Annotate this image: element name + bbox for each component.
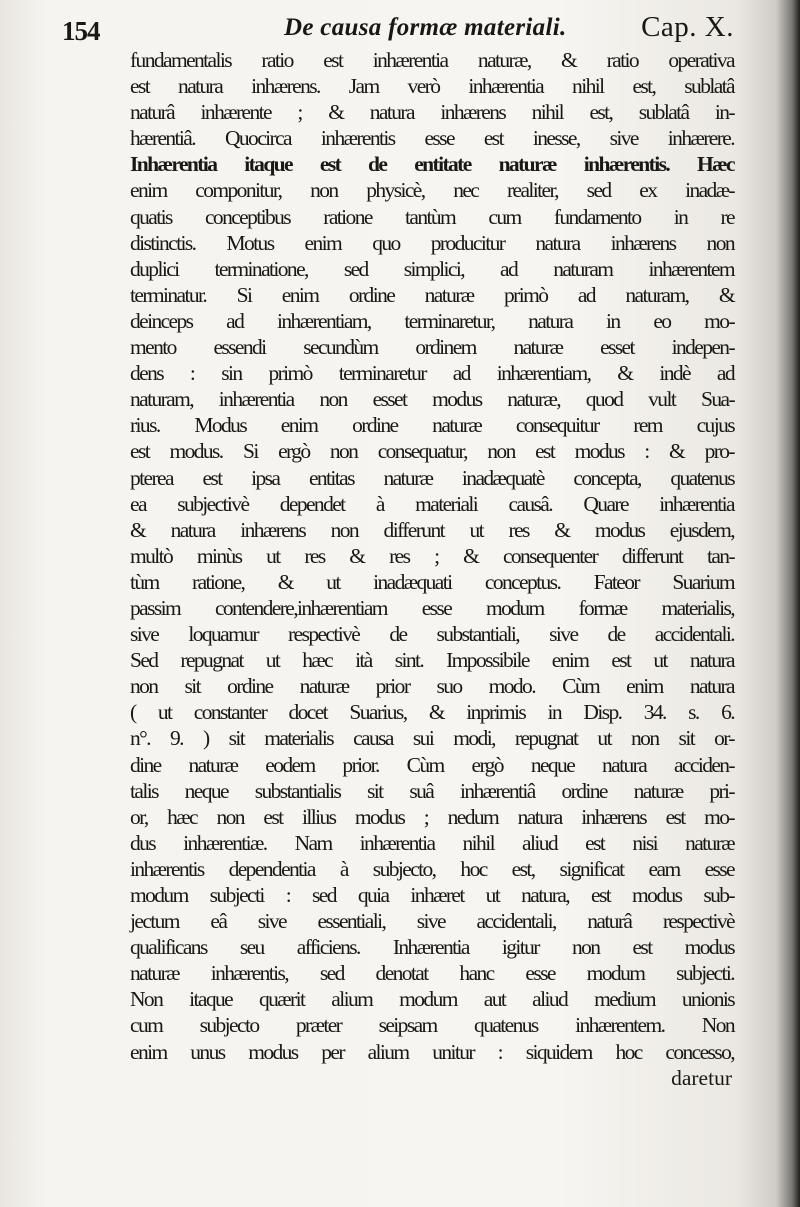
text-line: & natura inhærens non differunt ut res & modus ejusdem, xyxy=(130,517,734,542)
text-line: pterea est ipsa entitas naturæ inadæquatè concepta, quatenus xyxy=(130,465,734,490)
text-line: rius. Modus enim ordine naturæ consequitur rem cujus xyxy=(130,413,734,438)
text-line: deinceps ad inhærentiam, terminaretur, natura in eo mo- xyxy=(130,308,734,333)
text-line: tùm ratione, & ut inadæquati conceptus. Fateor Suarium xyxy=(130,569,734,594)
text-line: jectum eâ sive essentiali, sive accidentali, naturâ respectivè xyxy=(130,909,734,934)
text-line: dine naturæ eodem prior. Cùm ergò neque natura acciden- xyxy=(130,752,734,777)
running-title: De causa formæ materiali. xyxy=(284,14,567,41)
body-text xyxy=(130,47,734,1091)
text-line: non sit ordine naturæ prior suo modo. Cùm enim natura xyxy=(130,674,734,699)
text-line: est natura inhærens. Jam verò inhærentia nihil est, sublatâ xyxy=(130,74,734,99)
page-header xyxy=(62,6,734,46)
text-line: mento essendi secundùm ordinem naturæ esset indepen- xyxy=(130,335,734,360)
text-line: dus inhærentiæ. Nam inhærentia nihil aliud est nisi naturæ xyxy=(130,830,734,855)
text-line: n°. 9. ) sit materialis causa sui modi, repugnat ut non sit or- xyxy=(130,726,734,751)
text-line: ea subjectivè dependet à materiali causâ. Quare inhærentia xyxy=(130,491,734,516)
text-line: enim unus modus per alium unitur : siquidem hoc concesso, xyxy=(130,1039,734,1064)
text-line: distinctis. Motus enim quo producitur natura inhærens non xyxy=(130,230,734,255)
text-line: quatis conceptibus ratione tantùm cum fundamento in re xyxy=(130,204,734,229)
text-line: hærentiâ. Quocirca inhærentis esse est inesse, sive inhærere. xyxy=(130,126,734,151)
text-line: talis neque substantialis sit suâ inhærentiâ ordine naturæ pri- xyxy=(130,778,734,803)
page-number: 154 xyxy=(62,16,100,46)
text-line: Sed repugnat ut hæc ità sint. Impossibile enim est ut natura xyxy=(130,648,734,673)
text-line: inhærentis dependentia à subjecto, hoc est, significat eam esse xyxy=(130,856,734,881)
text-line: est modus. Si ergò non consequatur, non est modus : & pro- xyxy=(130,439,734,464)
text-line: Non itaque quærit alium modum aut aliud medium unionis xyxy=(130,987,734,1012)
text-line: naturæ inhærentis, sed denotat hanc esse modum subjecti. xyxy=(130,961,734,986)
text-line: sive loquamur respectivè de substantiali, sive de accidentali. xyxy=(130,622,734,647)
text-line: cum subjecto præter seipsam quatenus inhærentem. Non xyxy=(130,1013,734,1038)
text-line: qualificans seu afficiens. Inhærentia igitur non est modus xyxy=(130,935,734,960)
text-line: duplici terminatione, sed simplici, ad naturam inhærentem xyxy=(130,256,734,281)
text-line: ( ut constanter docet Suarius, & inprimis in Disp. 34. s. 6. xyxy=(130,700,734,725)
text-line: naturâ inhærente ; & natura inhærens nihil est, sublatâ in- xyxy=(130,100,734,125)
text-line: Inhærentia itaque est de entitate naturæ inhærentis. Hæc xyxy=(130,152,734,177)
text-line: modum subjecti : sed quia inhæret ut natura, est modus sub- xyxy=(130,883,734,907)
text-line: or, hæc non est illius modus ; nedum natura inhærens est mo- xyxy=(130,804,734,829)
text-line: naturam, inhærentia non esset modus naturæ, quod vult Sua- xyxy=(130,387,734,412)
text-line: terminatur. Si enim ordine naturæ primò ad naturam, & xyxy=(130,282,734,307)
text-line: dens : sin primò terminaretur ad inhærentiam, & indè ad xyxy=(130,361,734,386)
catchword: daretur xyxy=(671,1065,732,1090)
text-line: passim contendere,inhærentiam esse modum formæ materialis, xyxy=(130,595,734,620)
text-line: multò minùs ut res & res ; & consequenter differunt tan- xyxy=(130,543,734,568)
text-line: fundamentalis ratio est inhærentia naturæ, & ratio operativa xyxy=(130,48,734,72)
text-line: enim componitur, non physicè, nec realiter, sed ex inadæ- xyxy=(130,178,734,203)
chapter-label: Cap. X. xyxy=(641,11,734,43)
